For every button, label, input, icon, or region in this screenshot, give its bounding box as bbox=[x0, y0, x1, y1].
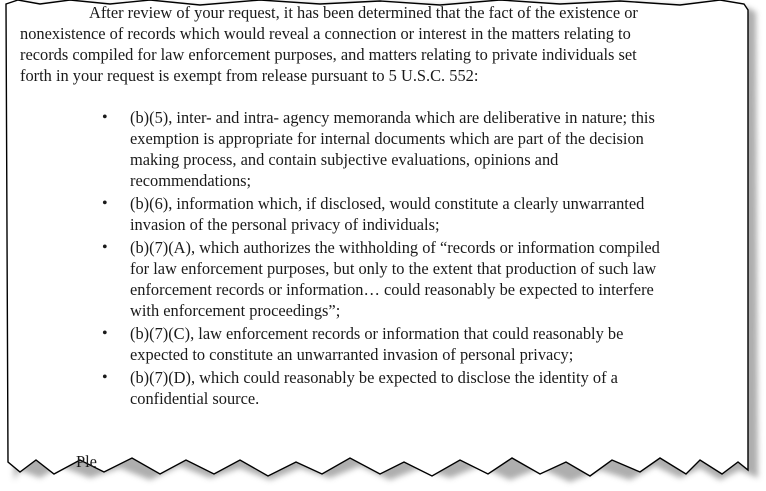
bullet-icon: • bbox=[102, 325, 108, 342]
bullet-icon: • bbox=[102, 369, 108, 386]
exemption-line: enforcement records or information… could reasonably be expected to interfere bbox=[130, 280, 654, 299]
intro-paragraph bbox=[20, 2, 735, 86]
intro-line: After review of your request, it has been determined that the fact of the existence or bbox=[89, 3, 638, 22]
bullet-icon: • bbox=[102, 109, 108, 126]
exemption-line: (b)(5), inter- and intra- agency memoranda which are deliberative in nature; this bbox=[130, 108, 655, 127]
exemption-line: invasion of the personal privacy of individuals; bbox=[130, 215, 440, 234]
intro-line: forth in your request is exempt from release pursuant to 5 U.S.C. 552: bbox=[20, 66, 479, 85]
document-body bbox=[20, 2, 735, 411]
exemption-b7c bbox=[20, 323, 735, 365]
closing-fragment: Ple bbox=[76, 452, 97, 471]
bullet-icon: • bbox=[102, 239, 108, 256]
exemption-line: (b)(7)(D), which could reasonably be expected to disclose the identity of a bbox=[130, 368, 618, 387]
exemption-b7d bbox=[20, 367, 735, 409]
exemption-line: for law enforcement purposes, but only to the extent that production of such law bbox=[130, 259, 657, 278]
exemption-line: recommendations; bbox=[130, 171, 252, 190]
exemption-line: (b)(7)(A), which authorizes the withholding of “records or information compiled bbox=[130, 238, 660, 257]
intro-line: records compiled for law enforcement purposes, and matters relating to private individuals set bbox=[20, 45, 637, 64]
exemption-line: confidential source. bbox=[130, 389, 260, 408]
exemption-b6 bbox=[20, 193, 735, 235]
bullet-icon: • bbox=[102, 195, 108, 212]
exemption-b7a bbox=[20, 237, 735, 321]
exemption-line: making process, and contain subjective evaluations, opinions and bbox=[130, 150, 559, 169]
exemption-line: (b)(7)(C), law enforcement records or information that could reasonably be bbox=[130, 324, 624, 343]
exemption-line: (b)(6), information which, if disclosed, would constitute a clearly unwarranted bbox=[130, 194, 645, 213]
exemption-line: exemption is appropriate for internal documents which are part of the decision bbox=[130, 129, 644, 148]
exemption-list bbox=[20, 107, 735, 409]
exemption-b5 bbox=[20, 107, 735, 191]
exemption-line: expected to constitute an unwarranted invasion of personal privacy; bbox=[130, 345, 574, 364]
exemption-line: with enforcement proceedings”; bbox=[130, 301, 341, 320]
intro-line: nonexistence of records which would reveal a connection or interest in the matters relating to bbox=[20, 24, 631, 43]
